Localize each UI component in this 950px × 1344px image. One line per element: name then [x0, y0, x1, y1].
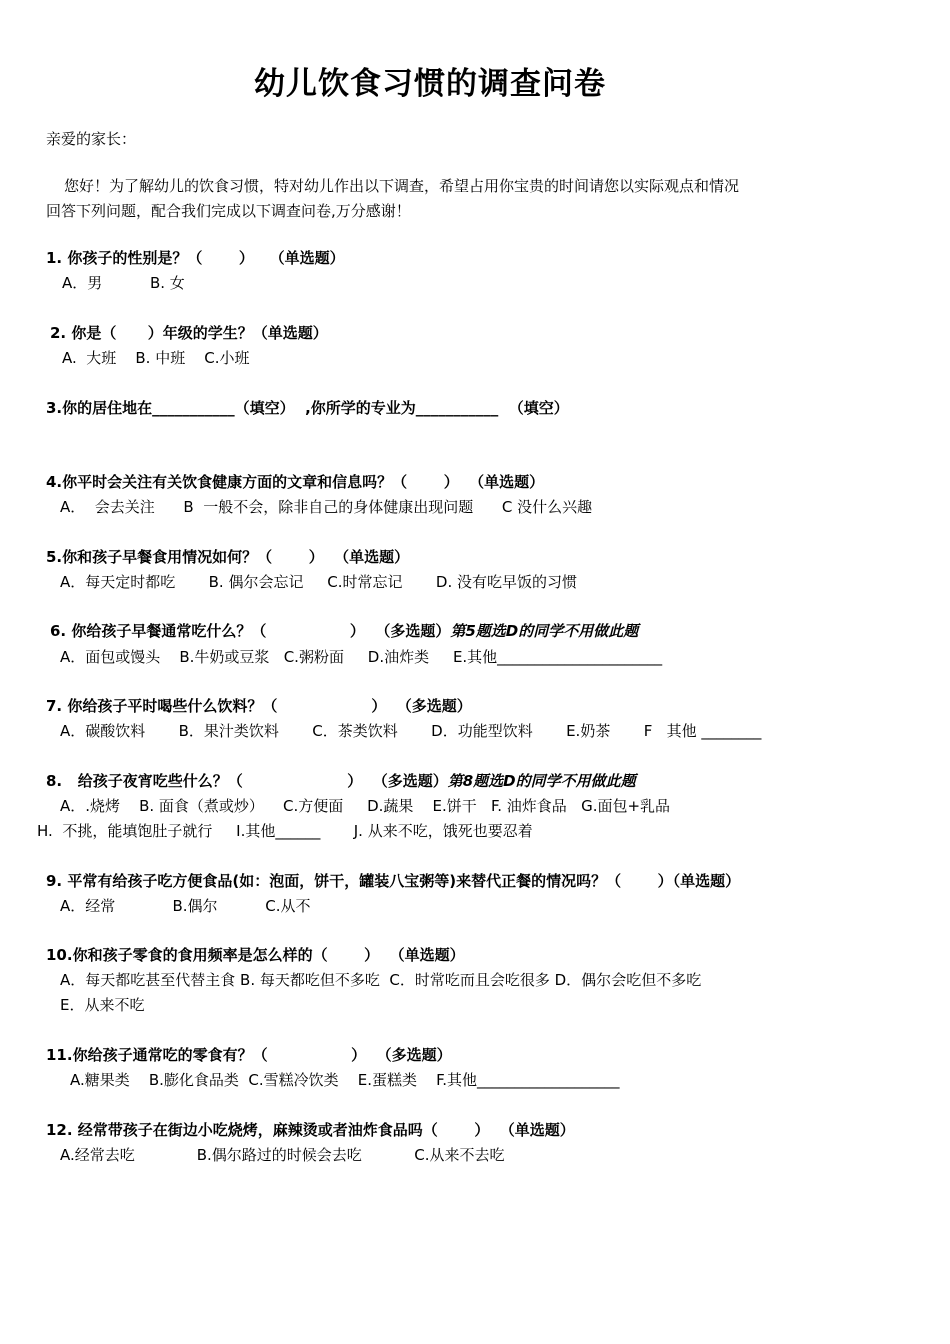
question-8-options-2: H. 不挑，能填饱肚子就行 I.其他______ J. 从来不吃，饿死也要忍着	[37, 822, 533, 840]
question-10: 10.你和孩子零食的食用频率是怎么样的（ ） （单选题）	[46, 946, 465, 964]
question-6-options: A．面包或馒头 B.牛奶或豆浆 C.粥粉面 D.油炸类 E.其他______________________	[60, 648, 663, 666]
question-4-options: A． 会去关注 B 一般不会，除非自己的身体健康出现问题 C 没什么兴趣	[60, 498, 593, 516]
page-title: 幼儿饮食习惯的调查问卷	[254, 66, 606, 102]
question-1: 1. 你孩子的性别是？（ ） （单选题）	[46, 249, 345, 267]
question-2-options: A. 大班 B. 中班 C.小班	[62, 349, 250, 367]
question-1-options: A．男 B. 女	[62, 274, 185, 292]
question-11-options: A.糖果类 B.膨化食品类 C.雪糕冷饮类 E.蛋糕类 F.其他___________________	[70, 1071, 620, 1089]
question-10-options-2: E．从来不吃	[60, 996, 145, 1014]
question-7-options: A．碳酸饮料 B．果汁类饮料 C．茶类饮料 D．功能型饮料 E.奶茶 F 其他 ________	[60, 722, 762, 740]
question-9-options: A．经常 B.偶尔 C.从不	[60, 897, 311, 915]
question-10-options-1: A．每天都吃甚至代替主食 B. 每天都吃但不多吃 C．时常吃而且会吃很多 D．偶尔会吃但不多吃	[60, 971, 702, 989]
question-9: 9. 平常有给孩子吃方便食品(如：泡面，饼干，罐装八宝粥等)来替代正餐的情况吗？（ ）（单选题）	[46, 872, 741, 890]
question-8-note: 第8题选D的同学不用做此题	[447, 772, 636, 790]
question-5: 5.你和孩子早餐食用情况如何？（ ） （单选题）	[46, 548, 410, 566]
question-3: 3.你的居住地在___________（填空） ,你所学的专业为___________ （填空）	[46, 399, 569, 417]
question-12-options: A.经常去吃 B.偶尔路过的时候会去吃 C.从来不去吃	[60, 1146, 505, 1164]
question-11: 11.你给孩子通常吃的零食有？（ ） （多选题）	[46, 1046, 452, 1064]
question-8: 8. 给孩子夜宵吃些什么？（ ） （多选题）	[46, 772, 448, 790]
question-6: 6. 你给孩子早餐通常吃什么？（ ） （多选题）	[50, 622, 451, 640]
intro-line-2: 回答下列问题，配合我们完成以下调查问卷,万分感谢！	[46, 202, 411, 220]
question-7: 7. 你给孩子平时喝些什么饮料？（ ） （多选题）	[46, 697, 472, 715]
question-6-note: 第5题选D的同学不用做此题	[450, 622, 639, 640]
question-8-options-1: A．.烧烤 B. 面食（煮或炒） C.方便面 D.蔬果 E.饼干 F. 油炸食品 G.面包+乳品	[60, 797, 671, 815]
question-5-options: A．每天定时都吃 B. 偶尔会忘记 C.时常忘记 D. 没有吃早饭的习惯	[60, 573, 578, 591]
question-12: 12. 经常带孩子在街边小吃烧烤，麻辣烫或者油炸食品吗（ ） （单选题）	[46, 1121, 575, 1139]
greeting: 亲爱的家长：	[46, 130, 137, 148]
question-4: 4.你平时会关注有关饮食健康方面的文章和信息吗？（ ） （单选题）	[46, 473, 545, 491]
question-2: 2. 你是（ ）年级的学生？（单选题）	[50, 324, 328, 342]
intro-line-1: 您好！为了解幼儿的饮食习惯，特对幼儿作出以下调查，希望占用你宝贵的时间请您以实际观点和情况	[64, 177, 740, 195]
